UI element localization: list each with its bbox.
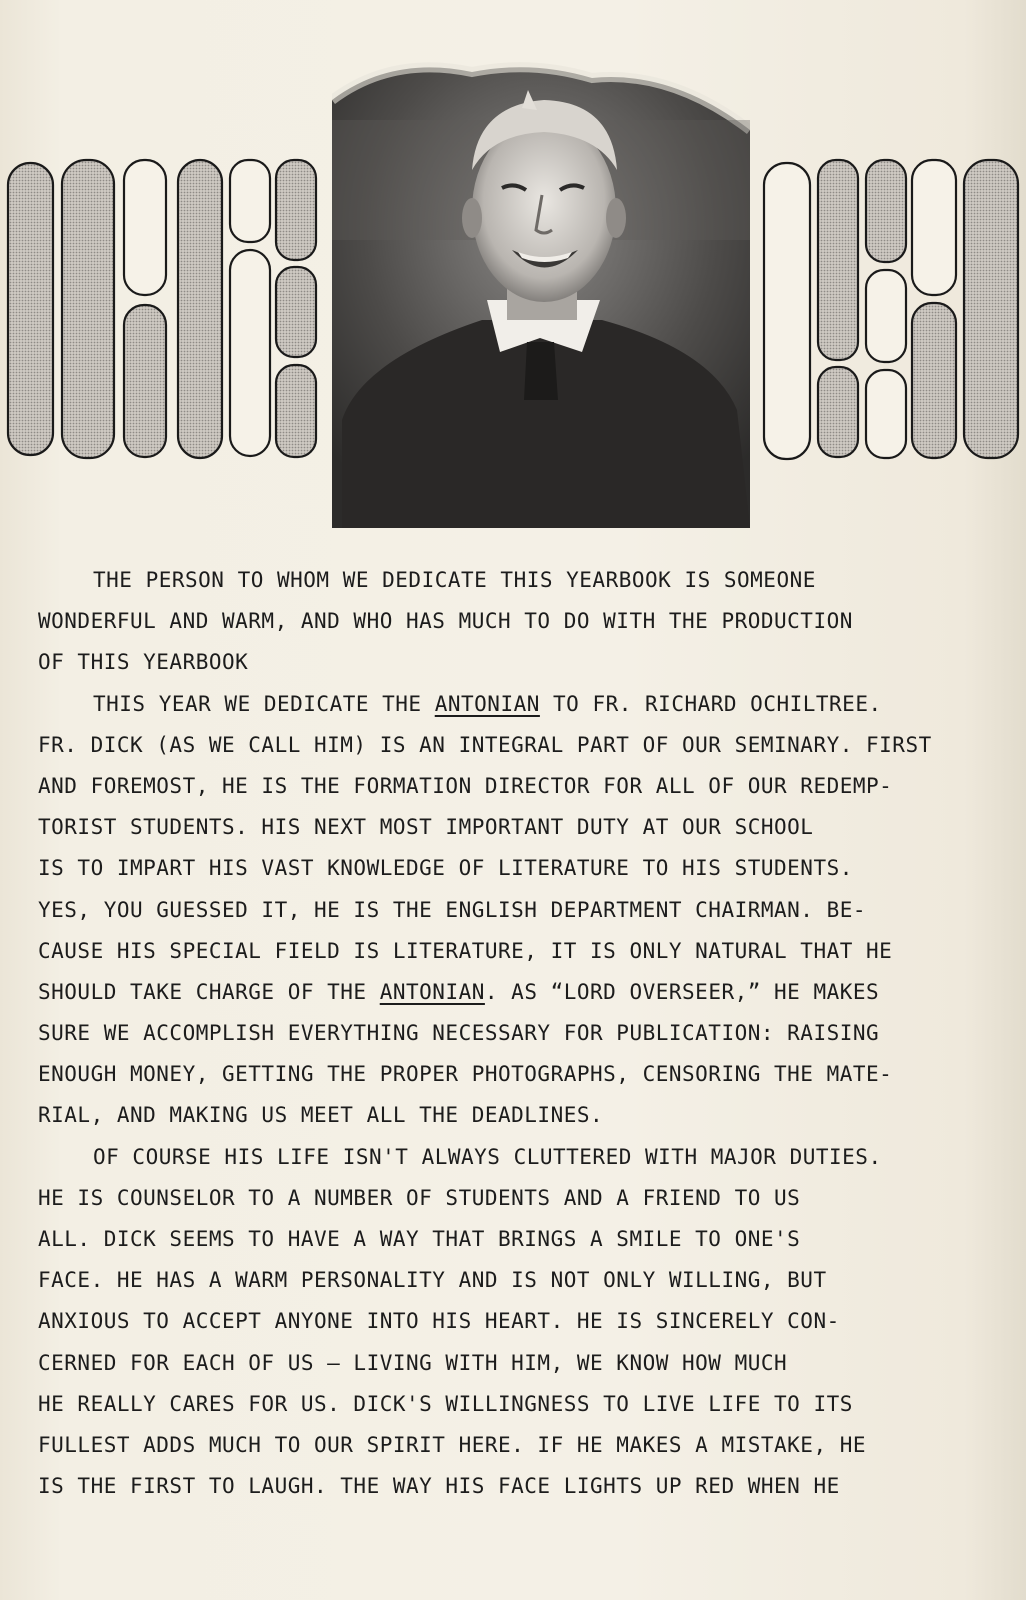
text-line: ANXIOUS TO ACCEPT ANYONE INTO HIS HEART. HE IS SINCERELY CON- <box>38 1309 840 1334</box>
text-line: CERNED FOR EACH OF US — LIVING WITH HIM, WE KNOW HOW MUCH <box>38 1350 788 1375</box>
text-line: YES, YOU GUESSED IT, HE IS THE ENGLISH DEPARTMENT CHAIRMAN. BE- <box>38 897 867 922</box>
yearbook-title-underlined: ANTONIAN <box>379 979 485 1004</box>
text-line: FR. DICK (AS WE CALL HIM) IS AN INTEGRAL PART OF OUR SEMINARY. FIRST <box>38 732 932 757</box>
text-line <box>38 972 993 1013</box>
text-line: HE IS COUNSELOR TO A NUMBER OF STUDENTS AND A FRIEND TO US <box>38 1185 801 1210</box>
text-line: TORIST STUDENTS. HIS NEXT MOST IMPORTANT DUTY AT OUR SCHOOL <box>38 815 814 840</box>
text-line <box>38 684 993 725</box>
paragraph-3 <box>38 1137 993 1508</box>
paragraph-1 <box>38 560 993 684</box>
text-span: THIS YEAR WE DEDICATE THE <box>93 691 435 716</box>
text-line: ALL. DICK SEEMS TO HAVE A WAY THAT BRINGS A SMILE TO ONE'S <box>38 1227 801 1251</box>
text-line: RIAL, AND MAKING US MEET ALL THE DEADLINES. <box>38 1103 604 1128</box>
portrait-photo <box>332 60 750 528</box>
text-span: . AS “LORD OVERSEER,” HE MAKES <box>484 979 880 1004</box>
text-line: CAUSE HIS SPECIAL FIELD IS LITERATURE, IT IS ONLY NATURAL THAT HE <box>38 938 893 963</box>
text-line: IS THE FIRST TO LAUGH. THE WAY HIS FACE LIGHTS UP RED WHEN HE <box>38 1474 840 1499</box>
text-line: FULLEST ADDS MUCH TO OUR SPIRIT HERE. IF HE MAKES A MISTAKE, HE <box>38 1432 867 1457</box>
text-line: HE REALLY CARES FOR US. DICK'S WILLINGNESS TO LIVE LIFE TO ITS <box>38 1391 853 1416</box>
text-line: OF COURSE HIS LIFE ISN'T ALWAYS CLUTTERED WITH MAJOR DUTIES. <box>93 1144 882 1169</box>
text-span: TO FR. RICHARD OCHILTREE. <box>539 691 882 716</box>
text-line: AND FOREMOST, HE IS THE FORMATION DIRECTOR FOR ALL OF OUR REDEMP- <box>38 773 893 798</box>
text-line: SURE WE ACCOMPLISH EVERYTHING NECESSARY FOR PUBLICATION: RAISING <box>38 1021 880 1046</box>
yearbook-title-underlined: ANTONIAN <box>434 691 540 716</box>
text-line: FACE. HE HAS A WARM PERSONALITY AND IS NOT ONLY WILLING, BUT <box>38 1268 827 1293</box>
text-line: THE PERSON TO WHOM WE DEDICATE THIS YEARBOOK IS SOMEONE <box>93 568 816 592</box>
dedication-text <box>38 560 993 1507</box>
decorative-pill-pattern-right <box>760 155 1026 475</box>
text-span: SHOULD TAKE CHARGE OF THE <box>38 979 380 1004</box>
text-line: WONDERFUL AND WARM, AND WHO HAS MUCH TO DO WITH THE PRODUCTION <box>38 609 853 634</box>
text-line: IS TO IMPART HIS VAST KNOWLEDGE OF LITERATURE TO HIS STUDENTS. <box>38 856 853 881</box>
text-line: ENOUGH MONEY, GETTING THE PROPER PHOTOGRAPHS, CENSORING THE MATE- <box>38 1062 893 1087</box>
paragraph-2 <box>38 684 993 1137</box>
decorative-pill-pattern-left <box>0 155 320 475</box>
text-line: OF THIS YEARBOOK <box>38 650 249 675</box>
